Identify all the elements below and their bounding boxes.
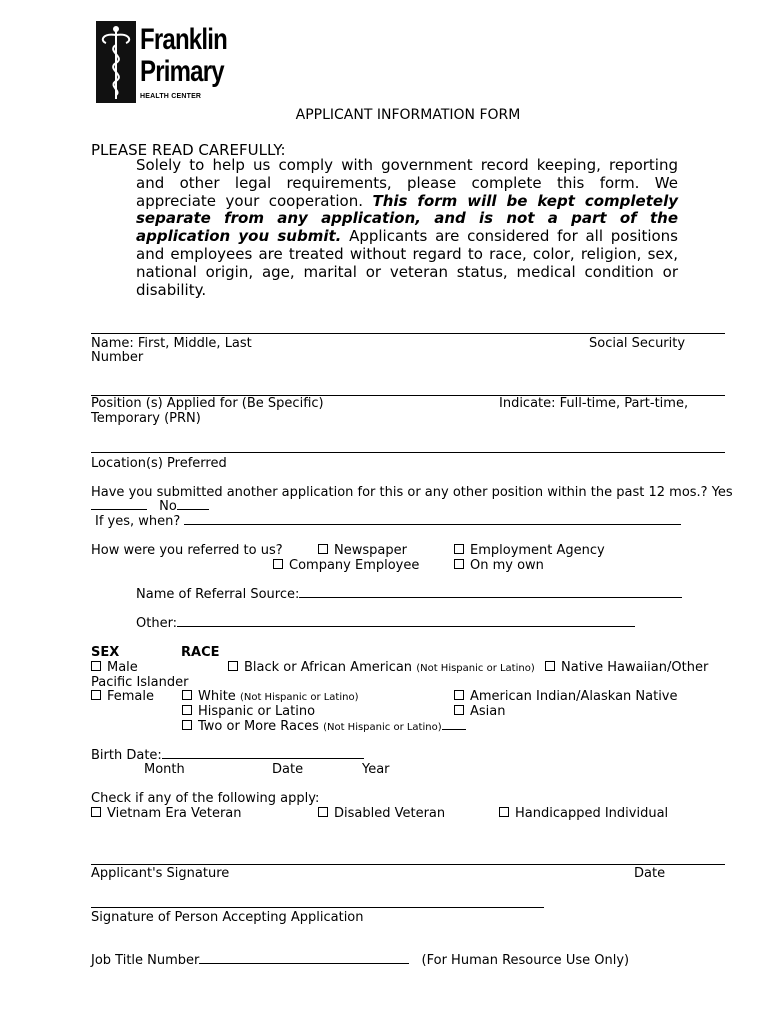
signature-date-label: Date <box>634 866 666 881</box>
read-carefully-heading: PLEASE READ CAREFULLY: <box>91 141 286 159</box>
job-title-row <box>91 953 629 968</box>
apply-handicapped[interactable] <box>499 806 668 821</box>
referral-option-own[interactable] <box>454 558 544 573</box>
name-label: Name: First, Middle, Last <box>91 336 252 351</box>
referral-question: How were you referred to us? <box>91 543 283 558</box>
sex-male[interactable] <box>91 660 138 675</box>
accepting-signature-line[interactable] <box>91 907 544 908</box>
birth-date-blank[interactable] <box>162 757 364 759</box>
referral-source-row <box>136 587 682 602</box>
other-row <box>136 616 635 631</box>
if-yes-label: If yes, when? <box>95 514 181 529</box>
caduceus-emblem-icon <box>96 21 136 103</box>
agency-label: Employment Agency <box>470 543 605 558</box>
location-label: Location(s) Preferred <box>91 456 227 471</box>
handicapped-label: Handicapped Individual <box>515 806 669 821</box>
male-label: Male <box>107 660 138 675</box>
checkbox-icon[interactable] <box>228 661 238 671</box>
job-title-blank[interactable] <box>199 962 409 964</box>
temporary-label: Temporary (PRN) <box>91 411 201 426</box>
referral-source-blank[interactable] <box>299 596 682 598</box>
asian-label: Asian <box>470 704 506 719</box>
logo-word-franklin: Franklin <box>140 23 227 56</box>
newspaper-label: Newspaper <box>334 543 407 558</box>
checkbox-icon[interactable] <box>454 559 464 569</box>
apply-disabled[interactable] <box>318 806 445 821</box>
white-label: White <box>198 689 236 704</box>
referral-option-agency[interactable] <box>454 543 605 558</box>
intro-paragraph <box>136 157 678 299</box>
black-note: (Not Hispanic or Latino) <box>416 663 535 674</box>
race-black[interactable] <box>228 660 535 675</box>
other-label: Other: <box>136 616 178 631</box>
sex-heading: SEX <box>91 645 120 660</box>
position-label: Position (s) Applied for (Be Specific) <box>91 396 324 411</box>
other-blank[interactable] <box>177 625 635 627</box>
race-american-indian[interactable] <box>454 689 678 704</box>
race-hispanic[interactable] <box>182 704 315 719</box>
prior-yes-no-row <box>91 499 209 514</box>
if-yes-blank[interactable] <box>184 523 681 525</box>
race-two-or-more[interactable] <box>182 719 466 734</box>
ssn-label-number: Number <box>91 350 144 365</box>
black-label: Black or African American <box>244 660 413 675</box>
apply-vietnam[interactable] <box>91 806 242 821</box>
intro-text-1: Solely to help us comply with government record keeping, reporting and other legal requirements, please complete this form. We appreciate your cooperation. <box>136 156 678 210</box>
form-title: APPLICANT INFORMATION FORM <box>295 107 521 123</box>
two-or-more-label: Two or More Races <box>198 719 319 734</box>
checkbox-icon[interactable] <box>91 690 101 700</box>
birth-date-label: Birth Date: <box>91 748 162 763</box>
american-indian-label: American Indian/Alaskan Native <box>470 689 678 704</box>
intro-bold-text: This form will be kept completely separate from any application, and is not a part of the application you submit. <box>136 191 678 246</box>
race-asian[interactable] <box>454 704 505 719</box>
birth-year-label: Year <box>362 762 390 777</box>
ssn-label: Social Security <box>589 336 686 351</box>
prior-application-question <box>91 485 733 500</box>
checkbox-icon[interactable] <box>91 807 101 817</box>
if-yes-row <box>95 514 681 529</box>
checkbox-icon[interactable] <box>545 661 555 671</box>
apply-heading: Check if any of the following apply: <box>91 791 320 806</box>
race-white[interactable] <box>182 689 359 704</box>
birth-date-row <box>91 748 364 763</box>
referral-option-newspaper[interactable] <box>318 543 407 558</box>
accepting-signature-label: Signature of Person Accepting Application <box>91 910 364 925</box>
sex-female[interactable] <box>91 689 154 704</box>
logo-health-center: HEALTH CENTER <box>140 93 202 100</box>
hawaiian-label: Native Hawaiian/Other <box>561 660 709 675</box>
white-note: (Not Hispanic or Latino) <box>239 692 359 703</box>
logo-word-primary: Primary <box>140 55 224 88</box>
name-line[interactable] <box>91 333 725 334</box>
hispanic-label: Hispanic or Latino <box>198 704 316 719</box>
checkbox-icon[interactable] <box>454 544 464 554</box>
checkbox-icon[interactable] <box>91 661 101 671</box>
checkbox-icon[interactable] <box>273 559 283 569</box>
referral-source-label: Name of Referral Source: <box>136 587 300 602</box>
birth-date-sub-label: Date <box>272 762 304 777</box>
checkbox-icon[interactable] <box>499 807 509 817</box>
prior-yes-label: Yes <box>711 485 733 500</box>
disabled-label: Disabled Veteran <box>334 806 446 821</box>
prior-no-blank[interactable] <box>177 508 209 510</box>
location-line[interactable] <box>91 452 725 453</box>
own-label: On my own <box>470 558 544 573</box>
checkbox-icon[interactable] <box>454 705 464 715</box>
job-title-label: Job Title Number <box>91 953 200 968</box>
franklin-primary-logo <box>96 21 227 103</box>
prior-application-text: Have you submitted another application for this or any other position within the past 12 mos.? <box>91 485 708 500</box>
race-heading: RACE <box>181 645 220 660</box>
referral-option-employee[interactable] <box>273 558 419 573</box>
hawaiian-label-cont: Pacific Islander <box>91 675 189 690</box>
checkbox-icon[interactable] <box>318 544 328 554</box>
checkbox-icon[interactable] <box>454 690 464 700</box>
indicate-label: Indicate: Full-time, Part-time, <box>499 396 689 411</box>
checkbox-icon[interactable] <box>182 705 192 715</box>
hr-use-note: (For Human Resource Use Only) <box>421 953 630 968</box>
female-label: Female <box>107 689 155 704</box>
intro-text-2: Applicants are considered for all positions and employees are treated without regard to race, color, religion, sex, national origin, age, marital or veteran status, medical condition or disability. <box>136 227 678 299</box>
race-hawaiian[interactable] <box>545 660 708 675</box>
two-or-more-blank[interactable] <box>442 728 466 730</box>
checkbox-icon[interactable] <box>182 690 192 700</box>
applicant-signature-label: Applicant's Signature <box>91 866 230 881</box>
employee-label: Company Employee <box>289 558 420 573</box>
two-note: (Not Hispanic or Latino) <box>323 722 442 733</box>
applicant-signature-line[interactable] <box>91 864 725 865</box>
checkbox-icon[interactable] <box>318 807 328 817</box>
vietnam-label: Vietnam Era Veteran <box>107 806 242 821</box>
prior-yes-blank[interactable] <box>91 508 147 510</box>
checkbox-icon[interactable] <box>182 720 192 730</box>
prior-no-label: No <box>159 499 177 514</box>
birth-month-label: Month <box>144 762 185 777</box>
